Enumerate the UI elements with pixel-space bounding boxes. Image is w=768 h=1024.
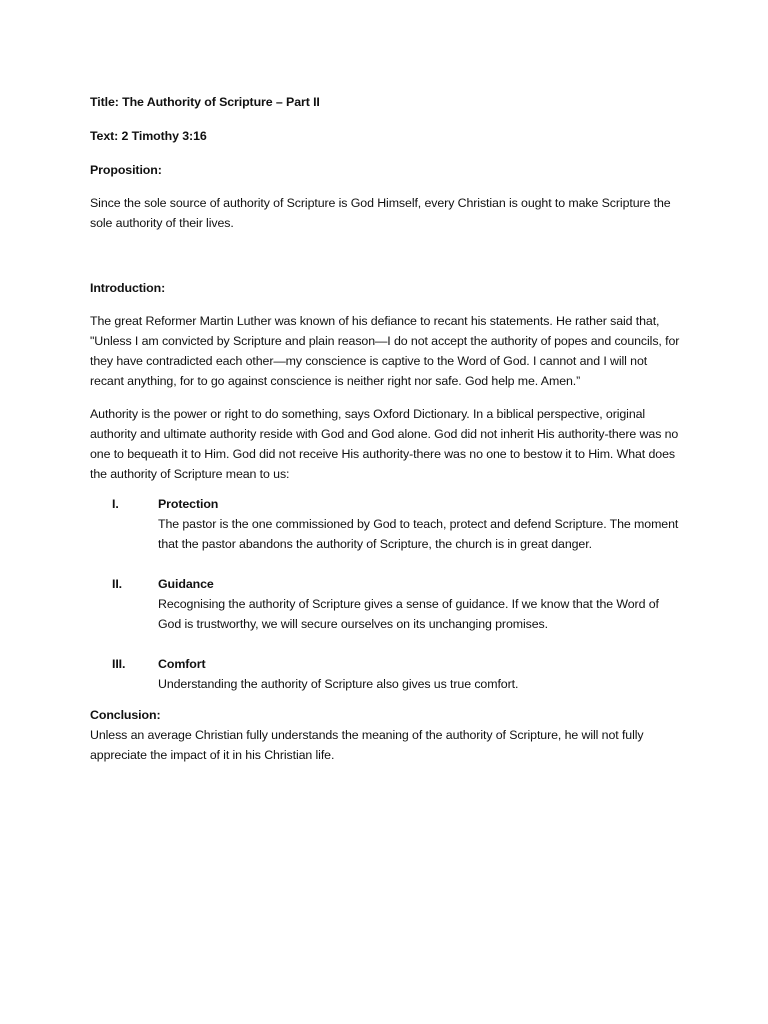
introduction-heading: Introduction: bbox=[90, 281, 166, 295]
point-body: The pastor is the one commissioned by God to teach, protect and defend Scripture. The moment that the pastor abandons the authority of Scripture, the church is in great danger. bbox=[158, 517, 679, 551]
scripture-text: Text: 2 Timothy 3:16 bbox=[90, 129, 207, 143]
introduction-paragraph-2: Authority is the power or right to do something, says Oxford Dictionary. In a biblical perspective, original authority and ultimate authority reside with God and God alone. God did not inherit His authority-there was no one to bequeath it to Him. God did not receive His authority-there was no one to bestow it to Him. What does the authority of Scripture mean to us: bbox=[90, 407, 679, 481]
point-heading: Comfort bbox=[158, 657, 206, 671]
point-body: Understanding the authority of Scripture also gives us true comfort. bbox=[158, 677, 519, 691]
point-numeral: I. bbox=[112, 497, 119, 511]
introduction-paragraph-1: The great Reformer Martin Luther was known of his defiance to recant his statements. He rather said that, "Unless I am convicted by Scripture and plain reason—I do not accept the authority of popes and councils, for they have contradicted each other—my conscience is captive to the Word of God. I cannot and I will not recant anything, for to go against conscience is neither right nor safe. God help me. Amen.” bbox=[90, 314, 680, 388]
proposition-body: Since the sole source of authority of Scripture is God Himself, every Christian is ought to make Scripture the sole authority of their lives. bbox=[90, 196, 671, 230]
point-numeral: III. bbox=[112, 657, 126, 671]
point-body: Recognising the authority of Scripture gives a sense of guidance. If we know that the Word of God is trustworthy, we will secure ourselves on its unchanging promises. bbox=[158, 597, 659, 631]
point-item-protection bbox=[90, 494, 680, 554]
point-heading: Guidance bbox=[158, 577, 214, 591]
sermon-title: Title: The Authority of Scripture – Part II bbox=[90, 95, 320, 109]
conclusion-heading: Conclusion: bbox=[90, 708, 161, 722]
point-numeral: II. bbox=[112, 577, 123, 591]
conclusion-body: Unless an average Christian fully understands the meaning of the authority of Scripture, he will not fully appreciate the impact of it in his Christian life. bbox=[90, 728, 644, 762]
point-heading: Protection bbox=[158, 497, 219, 511]
point-item-comfort bbox=[90, 654, 680, 694]
document-body bbox=[90, 92, 680, 765]
point-item-guidance bbox=[90, 574, 680, 634]
proposition-heading: Proposition: bbox=[90, 163, 162, 177]
